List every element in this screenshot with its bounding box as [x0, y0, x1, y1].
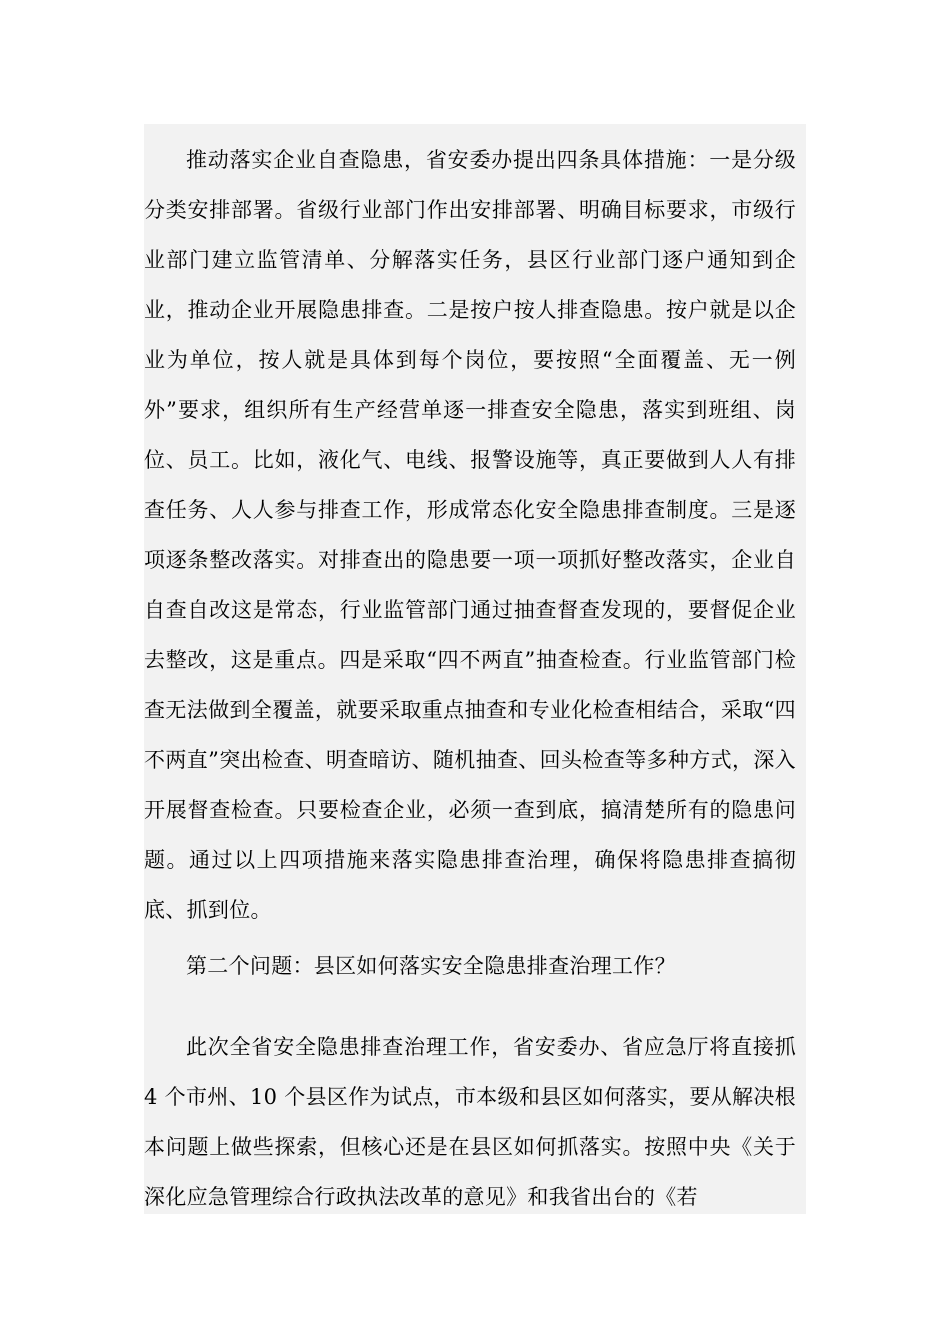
paragraph-3: 此次全省安全隐患排查治理工作，省安委办、省应急厅将直接抓 4 个市州、10 个县区作为试点，市本级和县区如何落实，要从解决根本问题上做些探索，但核心还是在县区如何抓落实。按照中央《关于深化应急管理综合行政执法改革的意见》和我省出台的《若 [144, 1035, 796, 1209]
section-heading: 第二个问题：县区如何落实安全隐患排查治理工作？ [186, 954, 676, 978]
paragraph-1: 推动落实企业自查隐患，省安委办提出四条具体措施：一是分级分类安排部署。省级行业部门作出安排部署、明确目标要求，市级行业部门建立监管清单、分解落实任务，县区行业部门逐户通知到企业，推动企业开展隐患排查。二是按户按人排查隐患。按户就是以企业为单位，按人就是具体到每个岗位，要按照“全面覆盖、无一例外”要求，组织所有生产经营单逐一排查安全隐患，落实到班组、岗位、员工。比如，液化气、电线、报警设施等，真正要做到人人有排查任务、人人参与排查工作，形成常态化安全隐患排查制度。三是逐项逐条整改落实。对排查出的隐患要一项一项抓好整改落实，企业自自查自改这是常态，行业监管部门通过抽查督查发现的，要督促企业去整改，这是重点。四是采取“四不两直”抽查检查。行业监管部门检查无法做到全覆盖，就要采取重点抽查和专业化检查相结合，采取“四不两直”突出检查、明查暗访、随机抽查、回头检查等多种方式，深入开展督查检查。只要检查企业，必须一查到底，搞清楚所有的隐患问题。通过以上四项措施来落实隐患排查治理，确保将隐患排查搞彻底、抓到位。 [144, 148, 796, 922]
